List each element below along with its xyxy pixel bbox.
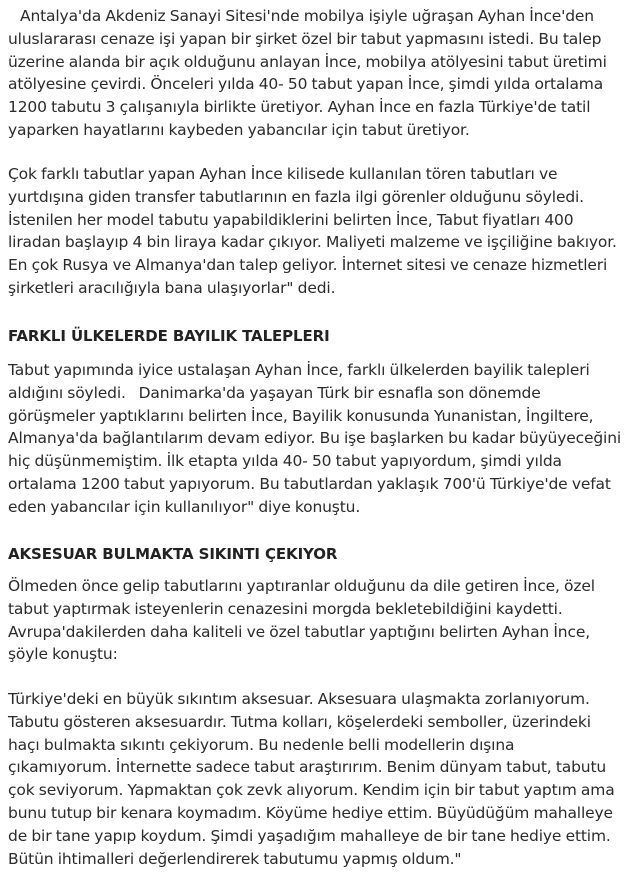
article-paragraph-intro xyxy=(8,5,607,142)
text-line: En çok Rusya ve Almanya'dan talep geliyor. İnternet sitesi ve cenaze hizmetleri xyxy=(8,256,608,275)
text-line: yaparken hayatlarını kaybeden yabancılar için tabut üretiyor. xyxy=(8,120,470,139)
text-line: Türkiye'deki en büyük sıkıntım aksesuar. Aksesuara ulaşmakta zorlanıyorum. xyxy=(8,690,590,708)
text-line: ortalama 1200 tabut yapıyorum. Bu tabutlardan yaklaşık 700'ü Türkiye'de vefat xyxy=(8,474,611,493)
text-line: 1200 tabutu 3 çalışanıyla birlikte üretiyor. Ayhan İnce en fazla Türkiye'de tatil xyxy=(8,98,591,117)
article-paragraph-dealership xyxy=(8,359,621,519)
article-paragraph-prices xyxy=(8,163,617,300)
text-line: tabut yaptırmak isteyenlerin cenazesini morgda bekletebildiğini kaydetti. xyxy=(8,599,563,618)
text-line: de bir tane yapıp koydum. Şimdi yaşadığım mahalleye de bir tane hediye ettim. xyxy=(8,826,611,845)
section-heading-dealership: FARKLI ÜLKELERDE BAYILIK TALEPLERI xyxy=(8,327,330,345)
text-line: Antalya'da Akdeniz Sanayi Sitesi'nde mobilya işiyle uğraşan Ayhan İnce'den xyxy=(20,7,594,25)
text-line: üzerine alanda bir açık olduğunu anlayan İnce, mobilya atölyesini tabut üretimi xyxy=(8,52,607,71)
text-line: görüşmeler yaptıklarını belirten İnce, Bayilik konusunda Yunanistan, İngiltere, xyxy=(8,406,594,425)
text-line: hiç düşünmemiştim. İlk etapta yılda 40- 50 tabut yapıyordum, şimdi yılda xyxy=(8,452,562,471)
text-line: İstenilen her model tabutu yapabildiklerini belirten İnce, Tabut fiyatları 400 xyxy=(8,210,574,229)
text-line: yurtdışına giden transfer tabutlarının en fazla ilgi görenler olduğunu söyledi. xyxy=(8,187,584,206)
text-line: Tabut yapımında iyice ustalaşan Ayhan İnce, farklı ülkelerden bayilik talepleri xyxy=(8,361,590,379)
text-line: uluslararası cenaze işi yapan bir şirket özel bir tabut yapmasını istedi. Bu talep xyxy=(8,29,602,48)
text-line: Bütün ihtimalleri değerlendirerek tabutumu yapmış oldum." xyxy=(8,849,462,868)
text-line: şirketleri aracılığıyla bana ulaşıyorlar" dedi. xyxy=(8,278,336,297)
text-line: çıkamıyorum. İnternette sadece tabut araştırırım. Benim dünyam tabut, tabutu xyxy=(8,758,607,777)
text-line: Tabutu gösteren aksesuardır. Tutma kolları, köşelerdeki semboller, üzerindeki xyxy=(8,712,591,731)
text-line: Çok farklı tabutlar yapan Ayhan İnce kilisede kullanılan tören tabutları ve xyxy=(8,165,558,183)
text-line: Almanya'da bağlantılarım devam ediyor. Bu işe başlarken bu kadar büyüyeceğini xyxy=(8,429,622,448)
text-line: atölyesine çevirdi. Önceleri yılda 40- 50 tabut yapan İnce, şimdi yılda ortalama xyxy=(8,75,604,94)
article-paragraph-custom-coffins xyxy=(8,575,595,666)
text-line: bunu tutup bir kenara koymadım. Köyüme hediye ettim. Büyüdüğüm mahalleye xyxy=(8,803,613,822)
text-line: haçı bulmakta sıkıntı çekiyorum. Bu nedenle belli modellerin dışına xyxy=(8,735,515,754)
text-line: liradan başlayıp 4 bin liraya kadar çıkıyor. Maliyeti malzeme ve işçiliğine bakıyor. xyxy=(8,233,617,252)
text-line: şöyle konuştu: xyxy=(8,645,118,664)
article-paragraph-quote xyxy=(8,688,615,870)
text-line: eden yabancılar için kullanılıyor" diye konuştu. xyxy=(8,497,361,516)
text-line: aldığını söyledi. Danimarka'da yaşayan Türk bir esnafla son dönemde xyxy=(8,383,541,402)
text-line: çok seviyorum. Yapmaktan çok zevk alıyorum. Kendim için bir tabut yaptım ama xyxy=(8,781,615,800)
text-line: Ölmeden önce gelip tabutlarını yaptıranlar olduğunu da dile getiren İnce, özel xyxy=(8,577,595,595)
section-heading-accessories: AKSESUAR BULMAKTA SIKINTI ÇEKIYOR xyxy=(8,545,338,563)
text-line: Avrupa'dakilerden daha kaliteli ve özel tabutlar yaptığını belirten Ayhan İnce, xyxy=(8,622,590,641)
